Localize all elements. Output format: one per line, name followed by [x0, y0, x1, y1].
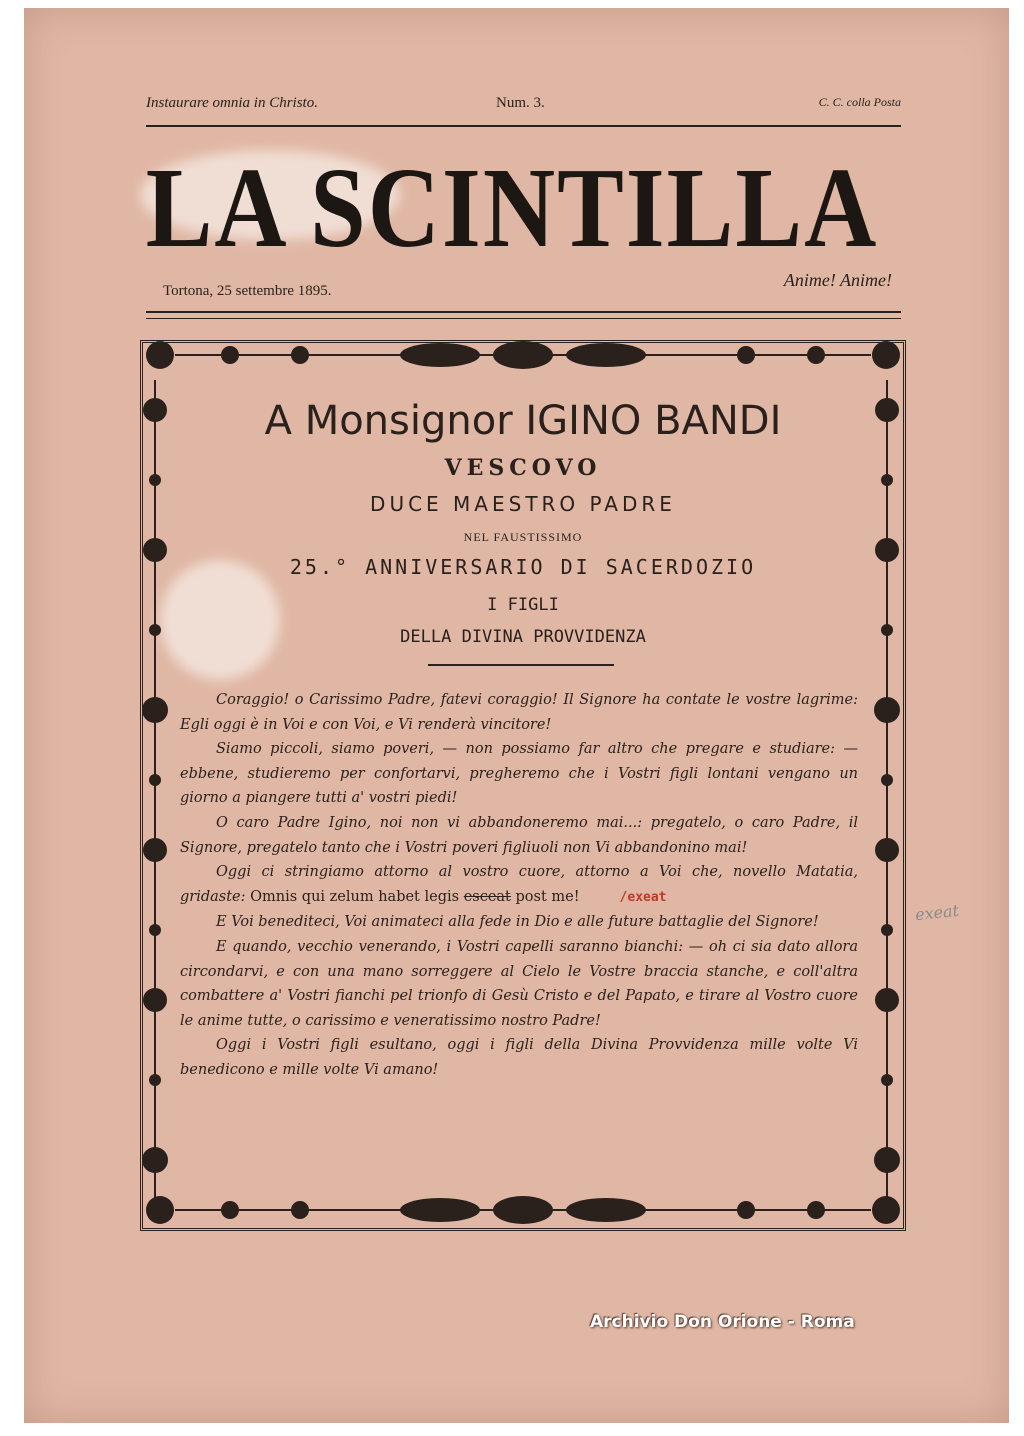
masthead-rule-thin — [146, 318, 901, 319]
dedication-congregation: DELLA DIVINA PROVVIDENZA — [400, 627, 646, 647]
top-ornament-border — [140, 335, 906, 375]
paragraph: Oggi i Vostri figli esultano, oggi i figli della Divina Provvidenza mille volte Vi benedicono e mille volte Vi amano! — [180, 1037, 858, 1078]
dedication-title: VESCOVO — [444, 455, 602, 481]
masthead-rule — [146, 311, 901, 313]
separator-rule — [428, 664, 614, 666]
dedication-occasion: NEL FAUSTISSIMO — [463, 530, 583, 544]
header-rule — [146, 125, 901, 127]
paragraph: E quando, vecchio venerando, i Vostri capelli saranno bianchi: — oh ci sia dato allora circondarvi, e con una mano sorreggere al Cielo le Vostre braccia stanche, e coll'altra combattere a' Vostri fianchi pel trionfo di Gesù Cristo e del Papato, e tirare al Vostro cuore le anime tutte, o carissimo e veneratissimo nostro Padre! — [180, 938, 858, 1029]
paragraph — [180, 860, 858, 910]
postage-note: C. C. colla Posta — [818, 95, 901, 109]
archive-watermark: Archivio Don Orione - Roma — [590, 1312, 855, 1332]
paragraph: Siamo piccoli, siamo poveri, — non possiamo far altro che pregare e studiare: — ebbene, studieremo per confortarvi, pregheremo che i Vostri figli lontani vengano un giorno a piangere tutti a' vostri piedi! — [180, 741, 858, 807]
margin-annotation: exeat — [914, 900, 960, 925]
paragraph: Coraggio! o Carissimo Padre, fatevi coraggio! Il Signore ha contate le vostre lagrime: Egli oggi è in Voi e con Voi, e Vi renderà vincitore! — [180, 692, 858, 733]
paragraph: O caro Padre Igino, noi non vi abbandoneremo mai...: pregatelo, o caro Padre, il Signore, pregatelo tanto che i Vostri poveri figliuoli non Vi abbandonino mai! — [180, 814, 858, 856]
dedication-epithets: DUCE MAESTRO PADRE — [370, 492, 676, 516]
latin-quote: Omnis qui zelum habet legis — [250, 888, 460, 905]
place-date: Tortona, 25 settembre 1895. — [163, 283, 332, 299]
article-body — [180, 688, 858, 1083]
masthead-title: LA SCINTILLA — [145, 143, 879, 272]
dedication-anniversary: 25.° ANNIVERSARIO DI SACERDOZIO — [289, 555, 757, 579]
struck-word: esceat — [463, 888, 511, 905]
paragraph: E Voi benediteci, Voi animateci alla fede in Dio e alle future battaglie del Signore! — [216, 914, 819, 931]
dedication-from: I FIGLI — [487, 595, 559, 615]
bottom-ornament-border — [140, 1190, 906, 1230]
latin-quote-end: post me! — [515, 888, 580, 905]
correction-note: /exeat — [619, 889, 667, 905]
motto: Instaurare omnia in Christo. — [146, 95, 318, 111]
paragraph-text: Oggi ci stringiamo attorno al vostro cuore, attorno a Voi che, novello Matatia, gridaste: — [180, 864, 858, 905]
slogan: Anime! Anime! — [783, 270, 892, 290]
dedication-heading: A Monsignor IGINO BANDI — [264, 398, 782, 444]
issue-number: Num. 3. — [496, 95, 545, 111]
